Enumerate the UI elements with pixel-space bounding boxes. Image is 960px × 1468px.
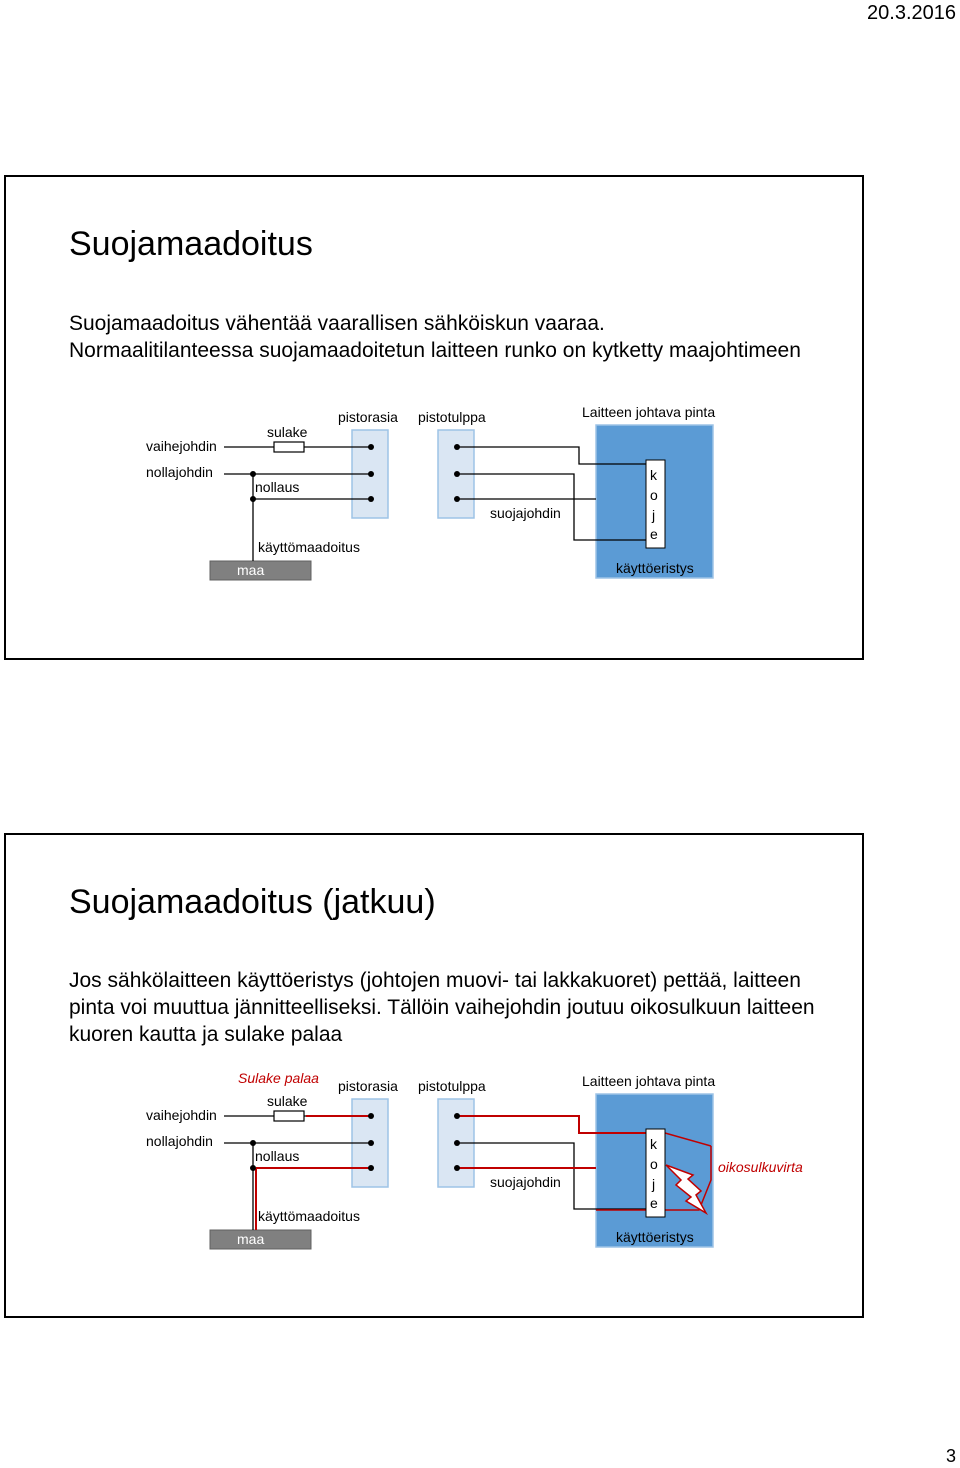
ground-label: maa [237,562,265,578]
fuse-label: sulake [267,424,308,440]
appliance-letter: e [650,1195,658,1211]
neutralisation-label: nollaus [255,1148,300,1164]
neutral-conductor-label: nollajohdin [146,1133,213,1149]
plug-label: pistotulppa [418,409,486,425]
short-circuit-current-label: oikosulkuvirta [718,1159,803,1175]
operational-earthing-label: käyttömaadoitus [258,1208,360,1224]
plug-label: pistotulppa [418,1078,486,1094]
operational-earthing-label: käyttömaadoitus [258,539,360,555]
slide-title: Suojamaadoitus (jatkuu) [69,883,436,921]
body-line: Normaalitilanteessa suojamaadoitetun laitteen runko on kytketty maajohtimeen [69,339,801,362]
appliance-letter: j [652,507,656,523]
phase-conductor-label: vaihejohdin [146,1107,217,1123]
appliance-letter: j [652,1176,656,1192]
fuse-label: sulake [267,1093,308,1109]
protective-earthing-diagram [6,177,866,662]
appliance-letter: k [650,1136,657,1152]
fuse-symbol [274,442,304,452]
appliance-letter: o [650,1156,658,1172]
appliance-letter: o [650,487,658,503]
neutral-conductor-label: nollajohdin [146,464,213,480]
slide-1 [4,175,864,660]
page-date: 20.3.2016 [867,2,956,24]
fuse-symbol [274,1111,304,1121]
socket-label: pistorasia [338,1078,398,1094]
socket-label: pistorasia [338,409,398,425]
conductive-surface-label: Laitteen johtava pinta [582,404,716,420]
appliance-letter: e [650,526,658,542]
body-paragraph: Jos sähkölaitteen käyttöeristys (johtojen muovi- tai lakkakuoret) pettää, laitteen pinta voi muuttua jännitteelliseksi. Tällöin vaihejohdin joutuu oikosulkuun laitteen kuoren kautta ja sulake palaa [69,969,815,1046]
page-number: 3 [945,1446,956,1466]
conductive-surface-label: Laitteen johtava pinta [582,1073,716,1089]
protective-conductor-label: suojajohdin [490,1174,561,1190]
neutralisation-label: nollaus [255,479,300,495]
body-line: Suojamaadoitus vähentää vaarallisen sähköiskun vaaraa. [69,312,605,335]
slide-2 [4,833,864,1318]
fuse-blows-label: Sulake palaa [238,1070,319,1086]
basic-insulation-label: käyttöeristys [616,1229,694,1245]
ground-label: maa [237,1231,265,1247]
earth-fault-diagram [6,835,866,1320]
protective-conductor-label: suojajohdin [490,505,561,521]
appliance-letter: k [650,467,657,483]
basic-insulation-label: käyttöeristys [616,560,694,576]
phase-conductor-label: vaihejohdin [146,438,217,454]
slide-title: Suojamaadoitus [69,225,313,263]
